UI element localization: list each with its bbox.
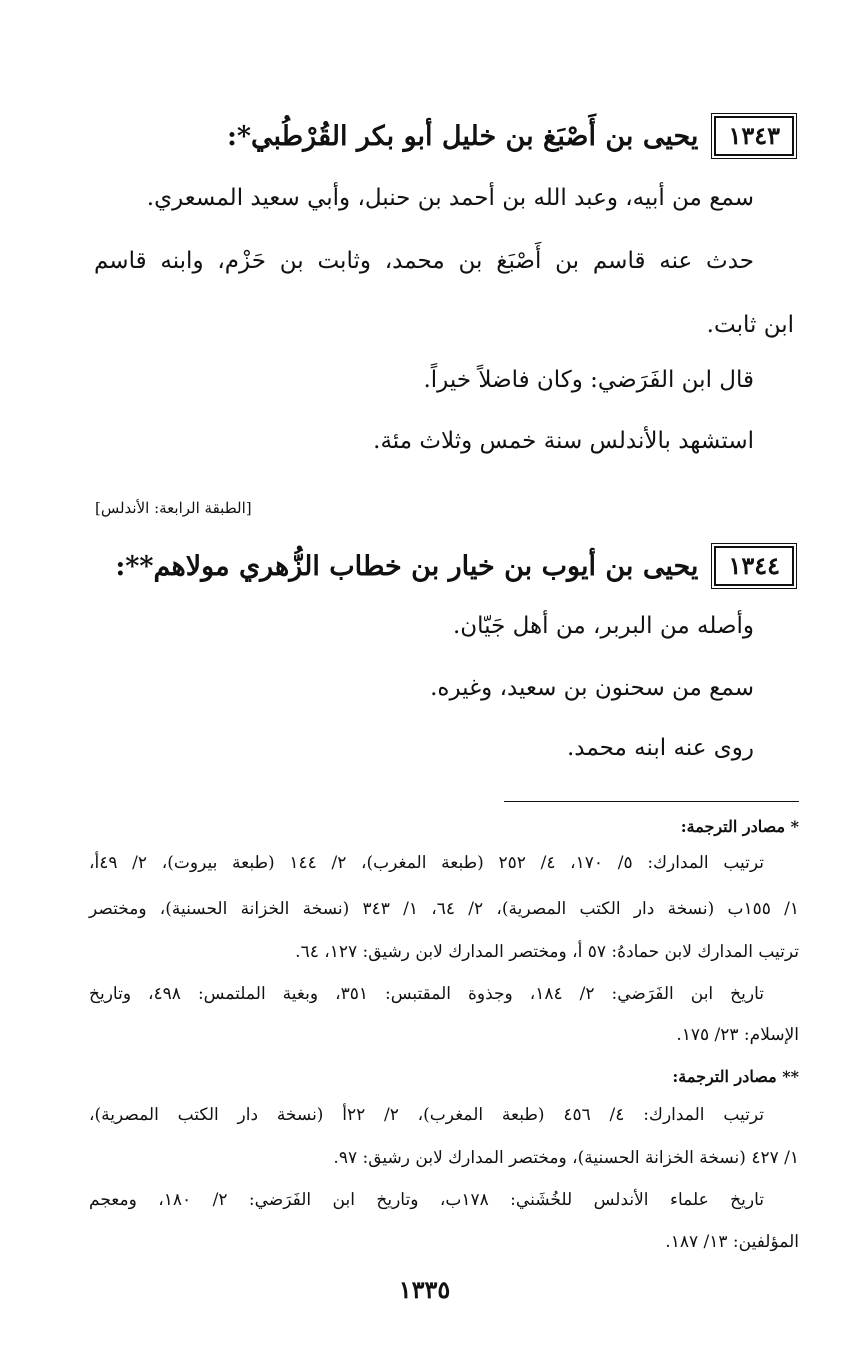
footnote-line: تاريخ ابن الفَرَضي: ٢/ ١٨٤، وجذوة المقتبس: ٣٥١، وبغية الملتمس: ٤٩٨، وتاريخ (89, 984, 764, 1004)
entry-title: يحيى بن أيوب بن خيار بن خطاب الزُّهري مولاهم**: (115, 550, 699, 582)
body-line: وأصله من البربر، من أهل جَيّان. (452, 613, 754, 639)
footnote-heading: ** مصادر الترجمة: (672, 1067, 799, 1086)
body-line: قال ابن الفَرَضي: وكان فاضلاً خيراً. (423, 367, 754, 393)
footnote-separator (504, 801, 799, 802)
footnote-line: الإسلام: ٢٣/ ١٧٥. (676, 1025, 799, 1045)
body-line: روى عنه ابنه محمد. (566, 735, 754, 761)
footnote-line: تاريخ علماء الأندلس للخُشَني: ١٧٨ب، وتاريخ ابن الفَرَضي: ٢/ ١٨٠، ومعجم (89, 1190, 764, 1210)
footnote-line: ترتيب المدارك: ٥/ ١٧٠، ٤/ ٢٥٢ (طبعة المغرب)، ٢/ ١٤٤ (طبعة بيروت)، ٢/ ٤٩أ، (89, 853, 765, 873)
footnote-line: ترتيب المدارك لابن حمادهُ: ٥٧ أ، ومختصر المدارك لابن رشيق: ١٢٧، ٦٤. (295, 942, 799, 962)
footnote-line: المؤلفين: ١٣/ ١٨٧. (665, 1232, 799, 1252)
page-number: ١٣٣٥ (398, 1275, 451, 1304)
body-line: حدث عنه قاسم بن أَصْبَغ بن محمد، وثابت بن حَزْم، وابنه قاسم (94, 248, 754, 274)
body-line: استشهد بالأندلس سنة خمس وثلاث مئة. (373, 428, 754, 454)
section-tag: [الطبقة الرابعة: الأندلس] (95, 499, 252, 517)
body-line: سمع من أبيه، وعبد الله بن أحمد بن حنبل، وأبي سعيد المسعري. (146, 185, 754, 211)
entry-number: ١٣٤٤ (714, 546, 794, 586)
footnote-line: ١/ ١٥٥ب (نسخة دار الكتب المصرية)، ٢/ ٦٤، ١/ ٣٤٣ (نسخة الخزانة الحسنية)، ومختصر (89, 899, 799, 919)
body-line: ابن ثابت. (706, 312, 794, 338)
entry-heading (227, 116, 794, 156)
entry-title: يحيى بن أَصْبَغ بن خليل أبو بكر القُرْطُبي*: (226, 120, 699, 152)
body-line: سمع من سحنون بن سعيد، وغيره. (430, 675, 754, 701)
footnote-heading: * مصادر الترجمة: (680, 817, 799, 836)
footnote-line: ١/ ٤٢٧ (نسخة الخزانة الحسنية)، ومختصر المدارك لابن رشيق: ٩٧. (333, 1148, 799, 1168)
entry-heading (115, 546, 794, 586)
entry-number: ١٣٤٣ (714, 116, 794, 156)
footnote-line: ترتيب المدارك: ٤/ ٤٥٦ (طبعة المغرب)، ٢/ ٢٢أ (نسخة دار الكتب المصرية)، (89, 1105, 764, 1125)
